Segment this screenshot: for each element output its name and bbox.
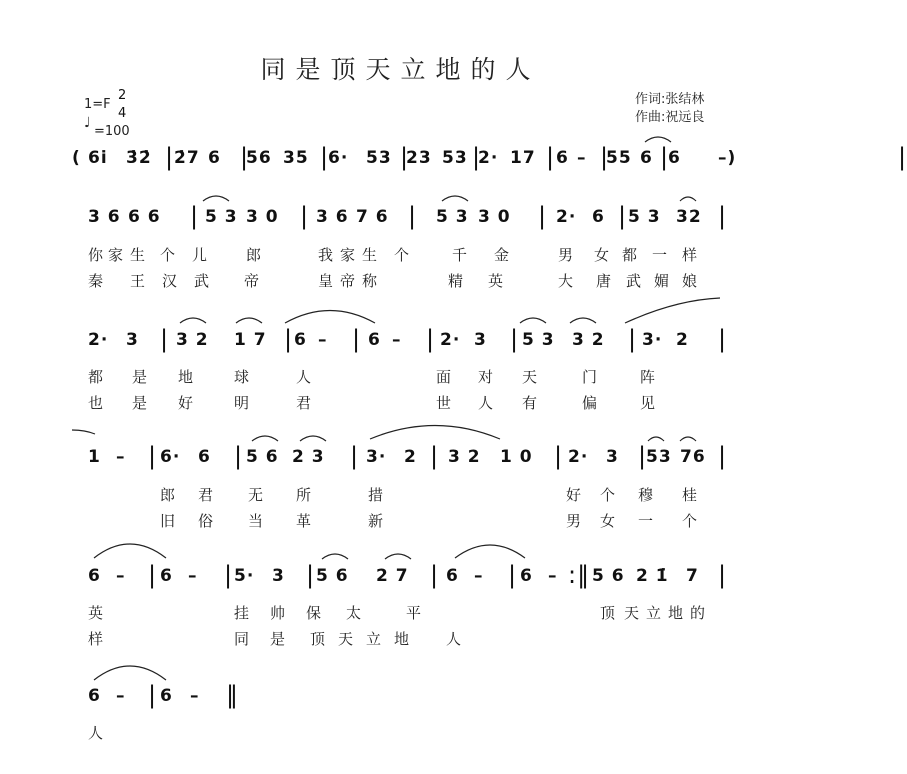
note-group: 3 [474,330,487,350]
lyric-char: 样 [88,630,106,648]
note-group: 6 [592,207,605,227]
lyric-char: 人 [446,630,464,648]
lyric-char: 好 [178,394,196,412]
note-group: 1 [88,447,101,467]
lyric-char: 平 [406,604,424,622]
note-group: 53 [646,447,672,467]
note-group: 2̇7 [174,148,200,168]
bar-line: | [718,202,728,230]
bar-line: | [306,561,316,589]
note-group: 2 3 [292,447,325,467]
lyric-char: 郎 [246,246,264,264]
bar-line: | [546,143,556,171]
note-group: 3 [606,447,619,467]
bar-line: | [660,143,670,171]
bar-line: | [628,325,638,353]
note-group: 2· [88,330,109,350]
lyric-char: 皇 [318,272,336,290]
note-group: 2 1̇ [636,566,669,586]
lyric-char: 样 [682,246,700,264]
lyric-char: 媚 [654,272,672,290]
note-group: 35 [283,148,309,168]
key-signature: 1=F [84,97,111,112]
note-group: – [190,686,200,706]
bar-line: | [234,442,244,470]
note-group: 6 [668,148,681,168]
lyric-char: 新 [368,512,386,530]
lyric-char: 阵 [640,368,658,386]
note-group: 6 6 [128,207,161,227]
bar-line: | [426,325,436,353]
note-group: 1 0 [500,447,533,467]
note-group: 5 3 [205,207,238,227]
tempo-marking: =100 [94,124,130,139]
lyric-char: 唐 [596,272,614,290]
lyric-char: 挂 [234,604,252,622]
note-group: – [116,566,126,586]
lyric-char: 有 [522,394,540,412]
lyric-char: 郎 [160,486,178,504]
quarter-note-icon: ♩ [84,115,91,131]
lyric-char: 无 [248,486,266,504]
bar-line: | [538,202,548,230]
lyric-char: 都 [622,246,640,264]
note-group: 3 6 [88,207,121,227]
note-group: 5· [234,566,255,586]
note-group: 5 6 [592,566,625,586]
note-group: 2· [568,447,589,467]
note-group: – [548,566,558,586]
lyric-char: 帝 [244,272,262,290]
lyric-char: 面 [436,368,454,386]
lyric-char: 娘 [682,272,700,290]
lyric-char: 明 [234,394,252,412]
note-group: 6 [556,148,569,168]
lyric-char: 天 [624,604,642,622]
lyric-char: 立 [366,630,384,648]
lyric-char: 门 [582,368,600,386]
bar-line: | [618,202,628,230]
lyric-char: 当 [248,512,266,530]
bar-line: | [400,143,410,171]
bar-line: | [148,681,158,709]
note-group: 2 7 [376,566,409,586]
note-group: 6 [88,686,101,706]
note-group: – [188,566,198,586]
lyric-char: 千 [452,246,470,264]
bar-line: | [898,143,907,171]
note-group: 6i̇ [88,148,108,168]
composer-credit: 作曲:祝远良 [635,110,705,125]
bar-line: :‖ [568,561,591,589]
lyric-char: 天 [338,630,356,648]
note-group: 23 [406,148,432,168]
bar-line: | [430,561,440,589]
lyric-char: 男 [558,246,576,264]
bar-line: | [472,143,482,171]
lyric-char: 我 [318,246,336,264]
note-group: ( [72,148,81,168]
note-group: – [116,447,126,467]
note-group: 1 7 [234,330,267,350]
lyric-char: 生 [130,246,148,264]
note-group: 3 6 [316,207,349,227]
lyric-char: 是 [270,630,288,648]
note-group: 6 [160,686,173,706]
bar-line: | [190,202,200,230]
lyric-char: 王 [130,272,148,290]
lyric-char: 帅 [270,604,288,622]
bar-line: | [224,561,234,589]
note-group: 3 [126,330,139,350]
bar-line: | [148,442,158,470]
lyric-char: 君 [296,394,314,412]
note-group: 5 3 [522,330,555,350]
note-group: 32 [676,207,702,227]
lyric-char: 桂 [682,486,700,504]
lyric-char: 你 [88,246,106,264]
lyric-char: 地 [394,630,412,648]
lyric-char: 女 [594,246,612,264]
lyric-char: 家 [340,246,358,264]
lyric-char: 保 [306,604,324,622]
note-group: 56 [246,148,272,168]
lyric-char: 人 [296,368,314,386]
lyric-char: 革 [296,512,314,530]
lyric-char: 同 [234,630,252,648]
note-group: 7 6 [356,207,389,227]
note-group: 76 [680,447,706,467]
lyric-char: 旧 [160,512,178,530]
note-group: 2 [404,447,417,467]
bar-line: | [554,442,564,470]
lyricist-credit: 作词:张结林 [635,92,705,107]
lyric-char: 好 [566,486,584,504]
bar-line: | [160,325,170,353]
note-group: 17 [510,148,536,168]
note-group: – [318,330,328,350]
bar-line: | [320,143,330,171]
lyric-char: 都 [88,368,106,386]
bar-line: | [508,561,518,589]
note-group: 6 [368,330,381,350]
lyric-char: 对 [478,368,496,386]
lyric-char: 是 [132,394,150,412]
lyric-char: 措 [368,486,386,504]
note-group: – [577,148,587,168]
note-group: 5 3 [436,207,469,227]
lyric-char: 偏 [582,394,600,412]
bar-line: ‖ [226,681,239,709]
lyric-char: 君 [198,486,216,504]
lyric-char: 大 [558,272,576,290]
lyric-char: 的 [690,604,708,622]
lyric-char: 一 [638,512,656,530]
note-group: 7 [686,566,699,586]
lyric-char: 个 [160,246,178,264]
lyric-char: 武 [626,272,644,290]
lyric-char: 见 [640,394,658,412]
lyric-char: 儿 [192,246,210,264]
bar-line: | [718,442,728,470]
note-group: 3 2 [572,330,605,350]
note-group: 2 [676,330,689,350]
lyric-char: 男 [566,512,584,530]
note-group: 6 [520,566,533,586]
bar-line: | [352,325,362,353]
bar-line: | [165,143,175,171]
lyric-char: 个 [394,246,412,264]
note-group: 6· [328,148,349,168]
note-group: 2· [440,330,461,350]
note-group: 6 [198,447,211,467]
note-group: 2· [478,148,499,168]
lyric-char: 人 [88,724,106,742]
lyric-char: 穆 [638,486,656,504]
note-group: 53 [442,148,468,168]
time-signature-bottom: 4 [118,106,127,121]
lyric-char: 一 [652,246,670,264]
lyric-char: 地 [178,368,196,386]
lyric-char: 地 [668,604,686,622]
lyric-char: 金 [494,246,512,264]
note-group: 6 [640,148,653,168]
bar-line: | [718,325,728,353]
note-group: – [392,330,402,350]
lyric-char: 武 [194,272,212,290]
note-group: – [474,566,484,586]
bar-line: | [638,442,648,470]
bar-line: | [148,561,158,589]
bar-line: | [510,325,520,353]
lyric-char: 球 [234,368,252,386]
lyric-char: 帝 [340,272,358,290]
lyric-char: 俗 [198,512,216,530]
lyric-char: 家 [108,246,126,264]
bar-line: | [300,202,310,230]
note-group: 5 6 [246,447,279,467]
note-group: 3 [272,566,285,586]
note-group: 5 6 [316,566,349,586]
bar-line: | [350,442,360,470]
bar-line: | [600,143,610,171]
lyric-char: 精 [448,272,466,290]
lyric-char: 世 [436,394,454,412]
note-group: 6· [160,447,181,467]
lyric-char: 所 [296,486,314,504]
note-group: 53 [366,148,392,168]
note-group: 3̇2̇ [126,148,152,168]
bar-line: | [718,561,728,589]
bar-line: | [430,442,440,470]
lyric-char: 女 [600,512,618,530]
bar-line: | [408,202,418,230]
bar-line: | [284,325,294,353]
note-group: 3 2 [176,330,209,350]
lyric-char: 个 [682,512,700,530]
note-group: 3· [366,447,387,467]
note-group: 6 [446,566,459,586]
lyric-char: 太 [346,604,364,622]
lyric-char: 称 [362,272,380,290]
note-group: 5 3 [628,207,661,227]
lyric-char: 英 [88,604,106,622]
lyric-char: 英 [488,272,506,290]
lyric-char: 天 [522,368,540,386]
lyric-char: 也 [88,394,106,412]
lyric-char: 秦 [88,272,106,290]
note-group: 6 [88,566,101,586]
note-group: 55 [606,148,632,168]
lyric-char: 顶 [600,604,618,622]
time-signature-top: 2 [118,88,127,103]
lyric-char: 个 [600,486,618,504]
note-group: 3 0 [246,207,279,227]
note-group: 6 [160,566,173,586]
note-group: –) [718,148,737,168]
lyric-char: 汉 [162,272,180,290]
note-group: 3 2 [448,447,481,467]
lyric-char: 顶 [310,630,328,648]
note-group: 6 [294,330,307,350]
lyric-char: 是 [132,368,150,386]
note-group: 3 0 [478,207,511,227]
note-group: 3· [642,330,663,350]
note-group: 6 [208,148,221,168]
note-group: – [116,686,126,706]
bar-line: | [240,143,250,171]
lyric-char: 生 [362,246,380,264]
note-group: 2· [556,207,577,227]
lyric-char: 立 [646,604,664,622]
lyric-char: 人 [478,394,496,412]
song-title: 同是顶天立地的人 [260,55,541,84]
